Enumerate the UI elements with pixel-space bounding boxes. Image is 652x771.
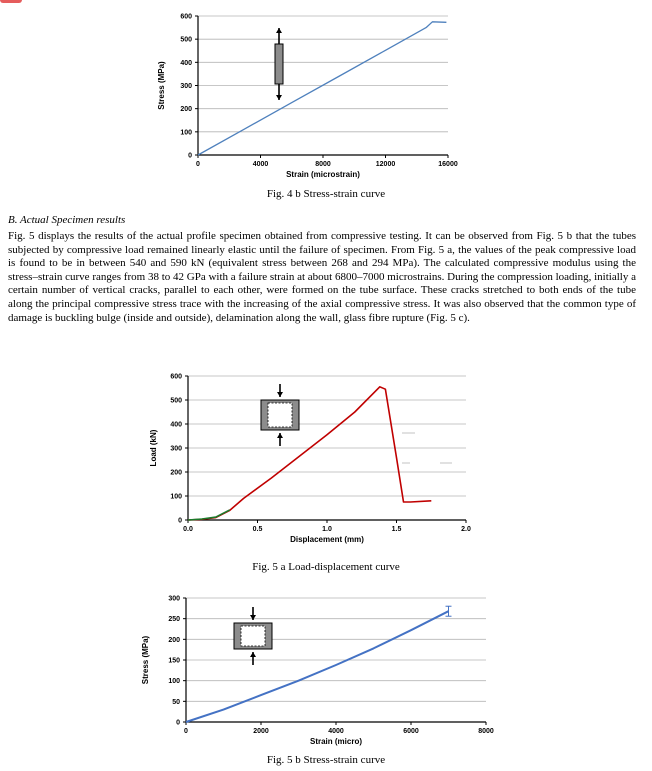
x-axis-label: Strain (micro) (309, 737, 363, 746)
y-tick-label: 400 (170, 421, 182, 429)
y-tick-label: 200 (170, 469, 182, 477)
x-tick-label: 16000 (438, 161, 458, 168)
fig5a-chart (140, 368, 485, 553)
y-axis-label: Stress (MPa) (157, 61, 166, 110)
y-tick-label: 200 (180, 106, 192, 114)
y-tick-label: 500 (180, 36, 192, 44)
y-tick-label: 300 (180, 83, 192, 90)
fig5b-caption: Fig. 5 b Stress-strain curve (266, 754, 386, 766)
x-axis-label: Displacement (mm) (290, 535, 364, 544)
x-tick-label: 2.0 (461, 526, 471, 533)
specimen-icon (275, 44, 283, 84)
y-tick-label: 100 (170, 493, 182, 501)
x-tick-label: 6000 (403, 728, 419, 735)
x-tick-label: 12000 (375, 161, 396, 168)
specimen-icon-load-arrow-down-head (277, 392, 283, 397)
x-tick-label: 8000 (315, 161, 331, 168)
series-line-1 (188, 510, 230, 520)
y-tick-label: 100 (168, 678, 180, 686)
fig4b-chart (140, 8, 470, 186)
y-tick-label: 600 (180, 13, 192, 21)
series-line-0 (198, 22, 446, 155)
y-tick-label: 250 (168, 616, 180, 624)
arrow-down-head (276, 95, 282, 100)
x-tick-label: 0 (184, 728, 188, 735)
fig5a-caption: Fig. 5 a Load-displacement curve (252, 561, 400, 573)
x-tick-label: 8000 (478, 728, 494, 735)
section-heading: B. Actual Specimen results (8, 214, 126, 226)
series-line-0 (188, 387, 431, 520)
x-tick-label: 4000 (252, 161, 269, 168)
y-tick-label: 600 (170, 373, 182, 381)
y-axis-label: Stress (MPa) (141, 635, 150, 685)
x-tick-label: 4000 (328, 728, 344, 735)
y-tick-label: 200 (168, 636, 180, 644)
specimen-icon-load-arrow-up-head (277, 433, 283, 438)
y-tick-label: 300 (170, 445, 182, 453)
fig5b-chart (134, 590, 504, 755)
corner-decoration (0, 0, 22, 3)
specimen-icon-core (268, 403, 292, 427)
y-tick-label: 500 (170, 397, 182, 405)
y-axis-label: Load (kN) (149, 429, 158, 467)
x-tick-label: 0.0 (183, 526, 193, 533)
x-tick-label: 1.0 (322, 526, 332, 533)
y-tick-label: 50 (172, 698, 180, 706)
x-tick-label: 0 (196, 161, 200, 168)
x-tick-label: 1.5 (391, 526, 402, 533)
specimen-icon-load-arrow-down-head (250, 615, 256, 620)
y-tick-label: 400 (180, 59, 192, 67)
arrow-up-head (276, 28, 282, 33)
x-tick-label: 2000 (253, 728, 269, 735)
y-tick-label: 150 (168, 657, 180, 665)
y-tick-label: 0 (178, 517, 182, 525)
specimen-icon-core (241, 626, 265, 646)
y-tick-label: 300 (168, 595, 180, 603)
specimen-icon-load-arrow-up-head (250, 652, 256, 657)
x-tick-label: 0.5 (252, 526, 263, 533)
series-line-0 (186, 611, 449, 722)
y-tick-label: 0 (176, 719, 180, 727)
x-axis-label: Strain (microstrain) (286, 170, 360, 179)
fig4b-caption: Fig. 4 b Stress-strain curve (266, 188, 386, 200)
y-tick-label: 100 (180, 129, 192, 137)
section-paragraph: Fig. 5 displays the results of the actual profile specimen obtained from compressive testing. It can be observed from Fig. 5 b that the tubes subjected by compressive load remained linearly elastic until the failure of specimen. From Fig. 5 a, the values of the peak compressive load is found to be in between 540 and 590 kN (equivalent stress between 268 and 294 MPa). The calculated compressive modulus using the stress–strain curve ranges from 38 to 42 GPa with a failure strain at about 6800–7000 microstrains. During the compression loading, initially a certain number of vertical cracks, parallel to each other, were formed on the tube surface. These cracks stretched to both ends of the tube along the principal compressive stress trace with the increasing of the axial compressive stress. It was also observed that the common type of damage is buckling bulge (inside and outside), delamination along the wall, glass fibre rupture (Fig. 5 c). (8, 230, 636, 324)
y-tick-label: 0 (188, 152, 192, 160)
